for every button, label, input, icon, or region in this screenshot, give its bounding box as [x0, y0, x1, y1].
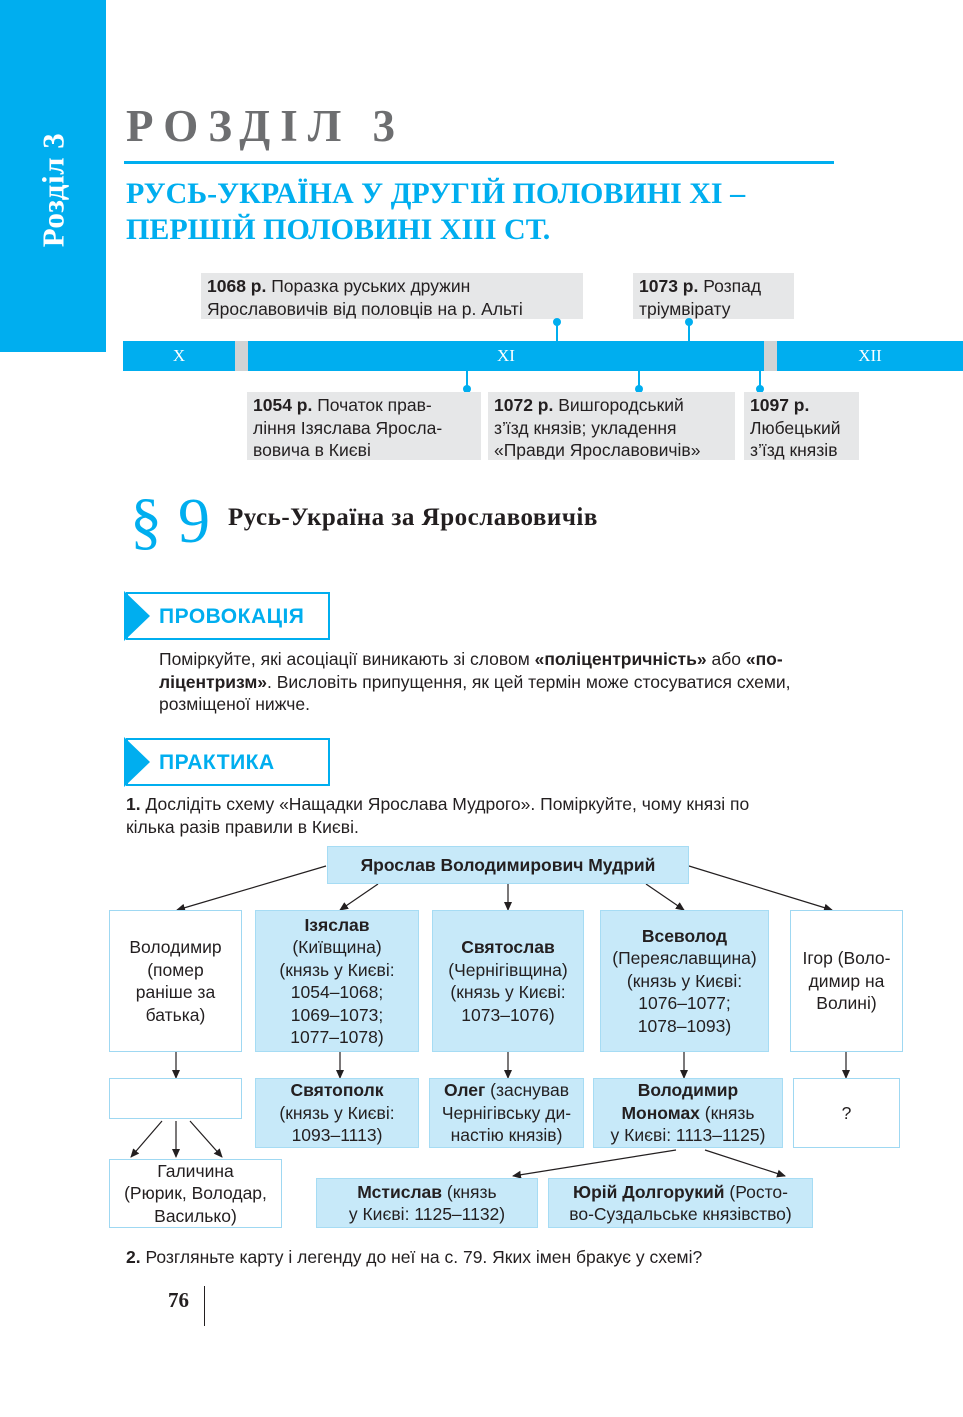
scheme-root-yaroslav: Ярослав Володимирович Мудрий — [327, 846, 689, 884]
node-sviatoslav: Святослав (Чернігівщина) (князь у Києві: 1073–1076) — [432, 910, 584, 1052]
node-volodymyr-monomakh: Володимир Мономах (князь у Києві: 1113–1125) — [593, 1078, 783, 1148]
node-oleh: Олег (заснував Чернігівську ди- настію князів) — [429, 1078, 584, 1148]
node-mstyslav: Мстислав (князь у Києві: 1125–1132) — [316, 1178, 538, 1228]
node-yurii-dolgorukyi: Юрій Долгорукий (Росто- во-Суздальське князівство) — [548, 1178, 813, 1228]
task-2: 2. Розгляньте карту і легенду до неї на с. 79. Яких імен бракує у схемі? — [126, 1247, 703, 1267]
century-xii: XII — [777, 341, 963, 371]
node-empty — [109, 1078, 242, 1119]
node-ihor: Ігор (Воло- димир на Волині) — [790, 910, 903, 1052]
node-vsevolod: Всеволод (Переяславщина) (князь у Києві: 1076–1077; 1078–1093) — [600, 910, 769, 1052]
node-sviatopolk: Святополк (князь у Києві: 1093–1113) — [255, 1078, 419, 1148]
event-1097: 1097 р. Любецький з’їзд князів — [744, 392, 859, 460]
page-number: 76 — [168, 1288, 189, 1312]
paragraph-title: Русь-Україна за Ярославовичів — [228, 504, 598, 531]
page-number-rule — [204, 1286, 205, 1326]
side-tab-label: Розділ 3 — [35, 132, 70, 248]
event-1073: 1073 р. Розпад тріумвірату — [633, 273, 794, 319]
century-xi: XI — [248, 341, 764, 371]
task-1: 1. Дослідіть схему «Нащадки Ярослава Мудрого». Поміркуйте, чому князі по кілька разів правили в Києві. — [126, 794, 750, 837]
event-1068: 1068 р. Поразка руських дружин Ярославовичів від половців на р. Альті — [201, 273, 583, 319]
node-halychyna: Галичина (Рюрик, Володар, Василько) — [109, 1159, 282, 1228]
event-1072: 1072 р. Вишгородський з’їзд князів; укладення «Правди Ярославовичів» — [488, 392, 735, 460]
chapter-title-line1: РУСЬ-УКРАЇНА У ДРУГІЙ ПОЛОВИНІ XI – — [126, 177, 746, 210]
node-unknown: ? — [793, 1078, 900, 1148]
node-volodymyr: Володимир (помер раніше за батька) — [109, 910, 242, 1052]
paragraph-sign: § 9 — [130, 485, 210, 556]
chapter-label: РОЗДІЛ 3 — [126, 101, 405, 151]
century-x: X — [123, 341, 235, 371]
provocation-label: ПРОВОКАЦІЯ — [159, 605, 305, 628]
practice-label: ПРАКТИКА — [159, 751, 275, 774]
provocation-text: Поміркуйте, які асоціації виникають зі словом «поліцентричність» або «по- ліцентризм». Висловіть припущення, як цей термін може стосуватися схеми, розміщеної нижче. — [159, 649, 791, 714]
node-iziaslav: Ізяслав (Київщина) (князь у Києві: 1054–1068; 1069–1073; 1077–1078) — [255, 910, 419, 1052]
chapter-title-line2: ПЕРШІЙ ПОЛОВИНІ XIII СТ. — [126, 213, 551, 246]
event-1054: 1054 р. Початок прав- ління Ізяслава Яросла- вовича в Києві — [247, 392, 481, 460]
